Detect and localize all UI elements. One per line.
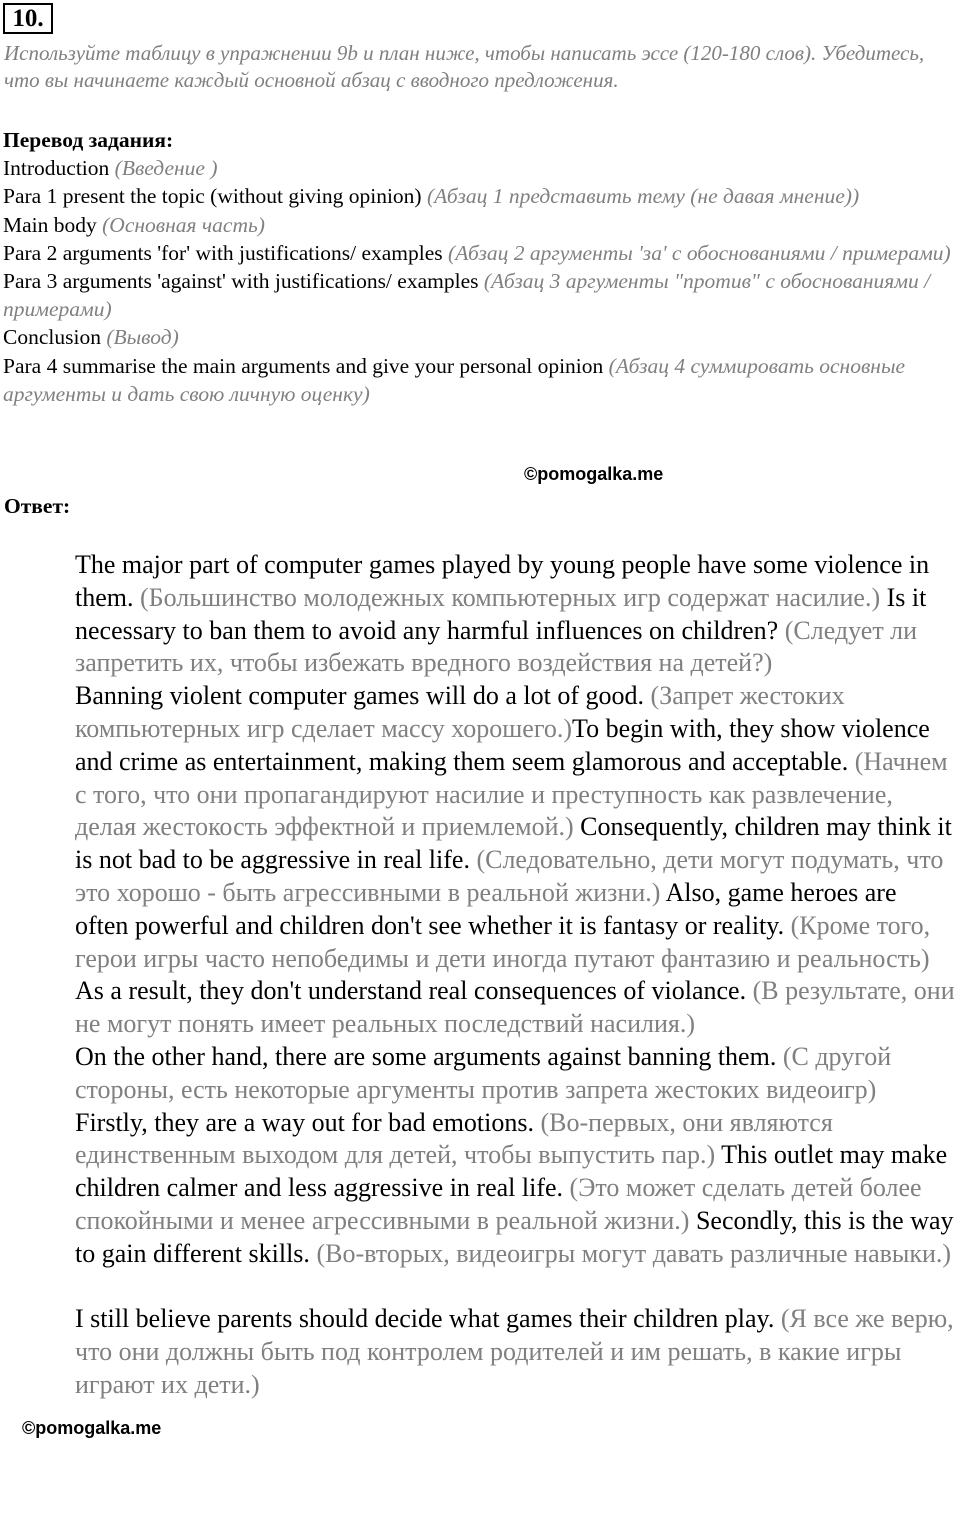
sentence-ru: (Следует ли запретить их, чтобы избежать вредного воздействия на детей?)	[75, 615, 918, 678]
sentence-en: Is it necessary to ban them to avoid any harmful influences on children?	[75, 582, 927, 645]
plan-line-para3	[3, 267, 958, 323]
plan-line-en: Conclusion	[3, 325, 101, 350]
sentence-ru: (Я все же верю, что они должны быть под контролем родителей и им решать, в какие игры играют их дети.)	[75, 1304, 954, 1399]
sentence-en: This outlet may make children calmer and less aggressive in real life.	[75, 1140, 948, 1203]
essay-paragraph-for	[75, 680, 955, 1041]
sentence-en: On the other hand, there are some arguments against banning them.	[75, 1041, 777, 1071]
essay-paragraph-conclusion	[75, 1303, 955, 1401]
plan-line-en: Para 2 arguments 'for' with justifications/ examples	[3, 240, 443, 265]
task-instructions: Используйте таблицу в упражнении 9b и план ниже, чтобы написать эссе (120-180 слов). Убедитесь, что вы начинаете каждый основной абзац с вводного предложения.	[4, 41, 925, 92]
plan-line-en: Introduction	[3, 156, 110, 181]
plan-line-ru: (Основная часть)	[102, 212, 265, 237]
plan-line-ru: (Введение )	[114, 156, 218, 181]
sentence-ru: (Запрет жестоких компьютерных игр сделает массу хорошего.)	[75, 681, 845, 743]
exercise-number: 10.	[3, 3, 53, 34]
plan-line-ru: (Абзац 4 суммировать основные аргументы и дать свою личную оценку)	[3, 353, 906, 406]
sentence-en: I still believe parents should decide what games their children play.	[75, 1304, 775, 1334]
sentence-ru: (Большинство молодежных компьютерных игр содержат насилие.)	[140, 582, 881, 612]
sentence-en: Secondly, this is the way to gain different skills.	[75, 1205, 954, 1268]
sentence-ru: (Это может сделать детей более спокойными и менее агрессивными в реальной жизни.)	[75, 1173, 922, 1235]
plan-line-en: Para 1 present the topic (without giving opinion)	[3, 184, 422, 209]
sentence-en: The major part of computer games played by young people have some violence in them.	[75, 550, 930, 612]
sentence-ru: (Во-первых, они являются единственным выходом для детей, чтобы выпустить пар.)	[75, 1107, 833, 1170]
plan-line-para1	[3, 182, 958, 210]
watermark-bottom: ©pomogalka.me	[22, 1418, 162, 1438]
plan-line-ru: (Абзац 1 представить тему (не давая мнение))	[426, 184, 860, 209]
plan-line-en: Main body	[3, 212, 97, 237]
sentence-ru: (Кроме того, герои игры часто непобедимы и дети иногда путают фантазию и реальность)	[75, 910, 931, 973]
essay-paragraph-intro	[75, 549, 955, 680]
watermark-top: ©pomogalka.me	[524, 464, 664, 484]
sentence-ru: (Во-вторых, видеоигры могут давать различные навыки.)	[316, 1238, 952, 1268]
answer-label: Ответ:	[4, 494, 71, 518]
plan-line-para4	[3, 352, 958, 408]
plan-line-conclusion	[3, 323, 958, 351]
plan-line-para2	[3, 239, 958, 267]
sentence-ru: (С другой стороны, есть некоторые аргументы против запрета жестоких видеоигр)	[75, 1041, 892, 1104]
essay-answer	[75, 549, 955, 1402]
plan-line-ru: (Вывод)	[106, 325, 179, 350]
sentence-en: As a result, they don't understand real consequences of violance.	[75, 976, 747, 1006]
plan-line-en: Para 3 arguments 'against' with justifications/ examples	[3, 269, 479, 294]
plan-line-introduction	[3, 154, 958, 182]
sentence-ru: (В результате, они не могут понять имеет реальных последствий насилия.)	[75, 976, 955, 1039]
sentence-en: To begin with, they show violence and crime as entertainment, making them seem glamorous and acceptable.	[75, 713, 930, 776]
plan-line-ru: (Абзац 2 аргументы 'за' с обоснованиями / примерами)	[448, 240, 951, 265]
plan-line-ru: (Абзац 3 аргументы "против" с обоснованиями / примерами)	[3, 269, 931, 322]
sentence-en: Firstly, they are a way out for bad emotions.	[75, 1107, 534, 1137]
sentence-ru: (Начнем с того, что они пропагандируют насилие и преступность как развлечение, делая жестокость эффектной и приемлемой.)	[75, 746, 948, 842]
translation-heading: Перевод задания:	[3, 128, 174, 152]
sentence-en: Also, game heroes are often powerful and children don't see whether it is fantasy or reality.	[75, 877, 897, 940]
essay-paragraph-against	[75, 1041, 955, 1271]
task-translation	[3, 126, 958, 408]
plan-line-en: Para 4 summarise the main arguments and give your personal opinion	[3, 353, 604, 378]
sentence-ru: (Следовательно, дети могут подумать, что это хорошо - быть агрессивными в реальной жизни.)	[75, 845, 944, 907]
sentence-en: Consequently, children may think it is not bad to be aggressive in real life.	[75, 812, 952, 875]
plan-line-main-body	[3, 211, 958, 239]
sentence-en: Banning violent computer games will do a lot of good.	[75, 681, 645, 711]
